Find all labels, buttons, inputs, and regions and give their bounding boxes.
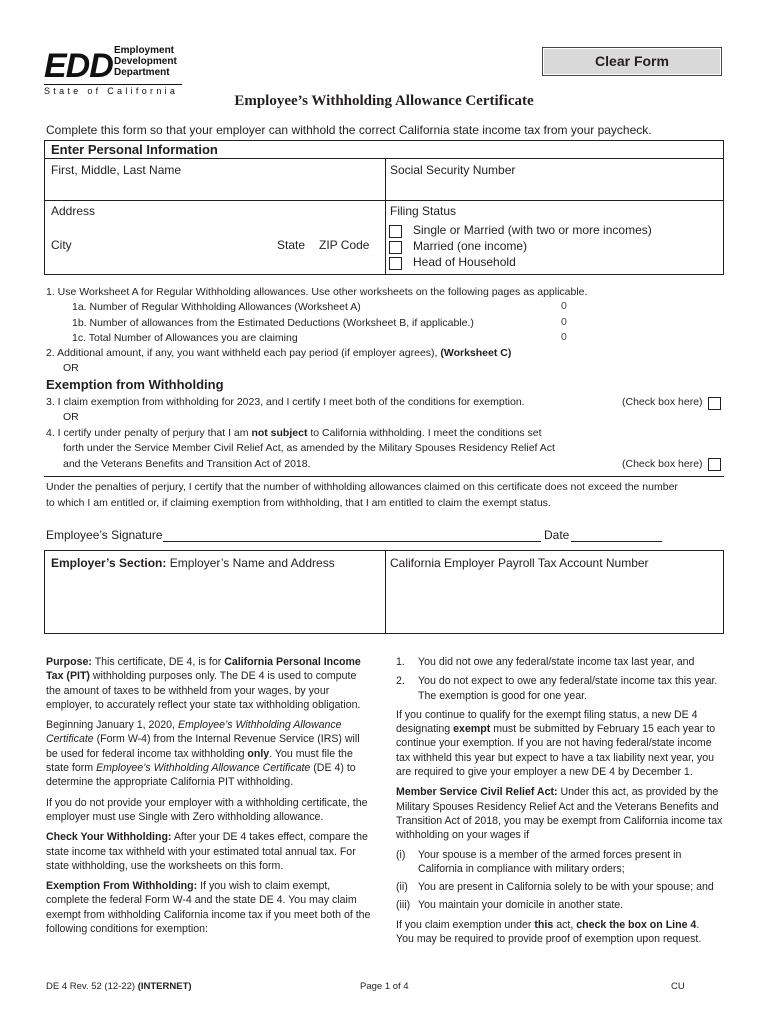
claim-text-2: act, — [556, 918, 574, 931]
begin-text-4: (DE 4) to determine the appropriate California PIT withholding. — [46, 762, 356, 789]
line-1c-value[interactable]: 0 — [561, 331, 567, 343]
date-field[interactable] — [571, 528, 662, 542]
line-1a-value[interactable]: 0 — [561, 300, 567, 312]
ssn-field[interactable]: Social Security Number — [390, 163, 516, 177]
divider — [385, 550, 386, 633]
employer-name-field[interactable] — [51, 556, 335, 570]
filing-married-label: Married (one income) — [413, 239, 528, 253]
purpose-bold: California Personal Income Tax (PIT) — [46, 656, 361, 683]
edd-logo-mark: EDD — [44, 47, 113, 85]
filing-hoh-label: Head of Household — [413, 255, 516, 269]
begin-italic-1: Employee’s Withholding Allowance Certificate — [46, 719, 342, 746]
continue-exempt: exempt — [453, 723, 491, 736]
condition-2-number: 2. — [396, 675, 405, 688]
line-1c: 1c. Total Number of Allowances you are claiming — [72, 332, 298, 344]
line-4-checkbox[interactable] — [708, 458, 721, 471]
msc-paragraph — [396, 785, 724, 842]
form-id-text: DE 4 Rev. 52 (12-22) — [46, 981, 136, 992]
employer-section-heading: Employer’s Section: — [51, 556, 167, 570]
logo-line-2: Development — [114, 56, 177, 67]
line-4-text-a: 4. I certify under penalty of perjury that I am — [46, 427, 249, 439]
or-text: OR — [63, 411, 79, 423]
check-withholding-heading: Check Your Withholding: — [46, 831, 172, 844]
begin-text-1: Beginning January 1, 2020, — [46, 719, 175, 732]
condition-1-number: 1. — [396, 656, 405, 668]
item-i-number: (i) — [396, 848, 406, 861]
zip-field[interactable]: ZIP Code — [319, 238, 370, 252]
item-ii — [396, 880, 724, 894]
divider — [44, 158, 724, 159]
divider — [44, 476, 724, 477]
exemption-heading: Exemption from Withholding — [46, 377, 224, 392]
item-iii — [396, 898, 724, 912]
line-4 — [46, 427, 542, 439]
purpose-text-1: This certificate, DE 4, is for — [94, 656, 222, 668]
line-4-check-label: (Check box here) — [622, 458, 703, 470]
form-id-internet: (INTERNET) — [137, 981, 192, 992]
msc-text: Under this act, as provided by the Military Spouses Residency Relief Act and the Veterans Benefits and Transition Act of 2018, you may be exempt from California income tax withholding on your wages if — [396, 786, 723, 842]
line-4-text-b: to California withholding. I meet the conditions set — [310, 427, 542, 439]
claim-paragraph — [396, 918, 724, 932]
purpose-text-2: withholding purposes only. The DE 4 is used to compute the amount of taxes to be withheld from your wages, by your employer, to accurately reflect your state tax withholding obligation. — [46, 670, 361, 711]
purpose-heading: Purpose: — [46, 656, 92, 668]
exemption-withholding-text: If you wish to claim exempt, complete the federal Form W-4 and the state DE 4. You may claim exempt from withholding California income tax if you meet both of the following conditions for exemption: — [46, 880, 371, 936]
line-1b: 1b. Number of allowances from the Estimated Deductions (Worksheet B, if applicable.) — [72, 317, 474, 329]
date-label: Date — [544, 528, 570, 542]
check-withholding-paragraph — [46, 830, 372, 873]
begin-only: only — [247, 747, 270, 760]
signature-field[interactable] — [163, 528, 541, 542]
continue-text-1: If you continue to qualify for the exempt filing status, a new DE 4 designating — [396, 708, 698, 736]
employer-account-field[interactable]: California Employer Payroll Tax Account Number — [390, 556, 649, 570]
exemption-withholding-heading: Exemption From Withholding: — [46, 880, 198, 893]
page-number: Page 1 of 4 — [360, 981, 409, 992]
form-code: CU — [671, 981, 685, 992]
employer-name-label: Employer’s Name and Address — [169, 556, 335, 570]
filing-status-label: Filing Status — [390, 204, 457, 218]
purpose-paragraph — [46, 655, 372, 712]
logo-line-1: Employment — [114, 45, 175, 56]
line-2 — [46, 347, 511, 359]
state-field[interactable]: State — [277, 238, 306, 252]
item-i-text: Your spouse is a member of the armed forces present in California in compliance with military orders; — [418, 848, 682, 875]
line-2-worksheet-c: (Worksheet C) — [440, 347, 512, 359]
condition-2-text: You do not expect to owe any federal/state income tax this year. The exemption is good for one year. — [418, 675, 718, 702]
line-1b-value[interactable]: 0 — [561, 316, 567, 328]
or-text: OR — [63, 362, 79, 374]
address-field[interactable]: Address — [51, 204, 96, 218]
personal-info-box — [44, 140, 724, 275]
line-4-not-subject: not subject — [251, 427, 308, 439]
line-4-text-d: and the Veterans Benefits and Transition Act of 2018. — [63, 458, 311, 470]
instructions-right — [396, 655, 724, 946]
proof-text: You may be required to provide proof of exemption upon request. — [396, 933, 702, 946]
no-certificate-paragraph: If you do not provide your employer with a withholding certificate, the employer must use Single with Zero withholding allowance. — [46, 796, 368, 823]
exemption-paragraph — [46, 879, 372, 936]
claim-check-line-4: check the box on Line 4 — [576, 918, 697, 931]
item-ii-text: You are present in California solely to be with your spouse; and — [418, 881, 714, 894]
begin-text-2: (Form W-4) from the Internal Revenue Service (IRS) will be used for federal income tax withholding — [46, 733, 360, 760]
line-1a: 1a. Number of Regular Withholding Allowances (Worksheet A) — [72, 301, 361, 313]
divider — [385, 158, 386, 274]
check-withholding-text: After your DE 4 takes effect, compare the state income tax withheld with your estimated total annual tax. For state withholding, use the worksheets on this form. — [46, 831, 368, 872]
logo-state: State of California — [44, 84, 182, 96]
line-3-check-label: (Check box here) — [622, 396, 703, 408]
claim-period: . — [696, 918, 700, 931]
personal-info-heading: Enter Personal Information — [51, 142, 218, 157]
name-field[interactable]: First, Middle, Last Name — [51, 163, 182, 177]
condition-1-text: You did not owe any federal/state income tax last year, and — [418, 656, 695, 668]
continue-text-2: must be submitted by February 15 each year to continue your exemption. If you are not having federal/state income tax withheld this year but expect to have a tax liability next year, you are required to give your employer a new DE 4 by December 1. — [396, 723, 716, 779]
filing-single-label: Single or Married (with two or more incomes) — [413, 223, 652, 237]
intro-text: Complete this form so that your employer can withhold the correct California state income tax from your paycheck. — [46, 123, 652, 137]
line-3: 3. I claim exemption from withholding for 2023, and I certify I meet both of the conditions for exemption. — [46, 396, 525, 408]
msc-heading: Member Service Civil Relief Act: — [396, 786, 558, 799]
instructions-left — [46, 655, 372, 936]
filing-hoh-checkbox[interactable] — [389, 257, 402, 270]
signature-label: Employee’s Signature — [46, 528, 163, 542]
filing-married-checkbox[interactable] — [389, 241, 402, 254]
form-id — [46, 981, 192, 992]
edd-logo-text — [114, 45, 177, 78]
divider — [44, 200, 724, 201]
line-1: 1. Use Worksheet A for Regular Withholding allowances. Use other worksheets on the following pages as applicable. — [46, 286, 588, 298]
filing-single-checkbox[interactable] — [389, 225, 402, 238]
item-iii-number: (iii) — [396, 899, 411, 912]
claim-text-1: If you claim exemption under — [396, 918, 532, 931]
begin-text-3: . You must file the state form — [46, 747, 353, 775]
city-field[interactable]: City — [51, 238, 72, 252]
claim-this: this — [534, 918, 554, 931]
line-3-checkbox[interactable] — [708, 397, 721, 410]
certification-text-2: to which I am entitled or, if claiming exemption from withholding, that I am entitled to claim the exempt status. — [46, 497, 551, 509]
continue-paragraph — [396, 708, 724, 779]
begin-italic-2: Employee’s Withholding Allowance Certificate — [96, 762, 311, 775]
logo-line-3: Department — [114, 67, 170, 78]
page-title: Employee’s Withholding Allowance Certificate — [234, 93, 534, 109]
clear-form-button[interactable]: Clear Form — [542, 47, 722, 76]
item-iii-text: You maintain your domicile in another state. — [418, 899, 624, 912]
condition-2 — [396, 674, 724, 703]
certification-text-1: Under the penalties of perjury, I certify that the number of withholding allowances claimed on this certificate does not exceed the number — [46, 481, 678, 493]
condition-1 — [396, 655, 724, 669]
beginning-paragraph — [46, 718, 372, 789]
line-2-text: 2. Additional amount, if any, you want withheld each pay period (if employer agrees), — [46, 347, 438, 359]
line-4-text-c: forth under the Service Member Civil Relief Act, as amended by the Military Spouses Residency Relief Act — [63, 442, 555, 454]
item-ii-number: (ii) — [396, 881, 408, 894]
item-i — [396, 848, 724, 877]
